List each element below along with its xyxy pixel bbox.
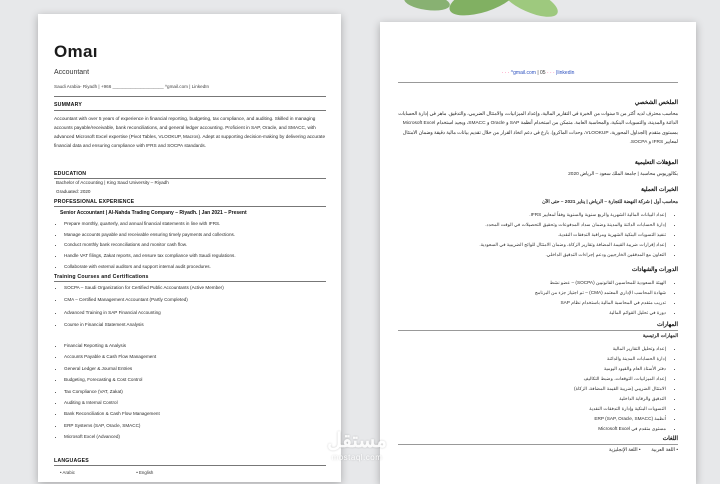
language-item: • Arabic xyxy=(60,470,75,475)
training-bullet-list xyxy=(52,282,334,332)
list-item: • Auditing & Internal Control xyxy=(64,397,334,408)
list-item: • إعداد وتحليل التقارير المالية xyxy=(380,344,666,354)
summary-heading: الملخص الشخصي xyxy=(634,100,678,106)
divider xyxy=(54,110,326,111)
list-item: • SOCPA – Saudi Organization for Certified Public Accountants (Active Member) xyxy=(64,282,334,294)
list-item: • دورة في تحليل القوائم المالية xyxy=(380,308,666,318)
list-item: • إعداد الميزانيات، التوقعات، وضبط التكاليف xyxy=(380,374,666,384)
list-item: • إدارة الحسابات الدائنة والمدينة وضمان سداد المدفوعات وتحقيق التحصيلات في الوقت المحدد. xyxy=(380,220,666,230)
list-item: • الامتثال الضريبي (ضريبة القيمة المضافة، الزكاة) xyxy=(380,384,666,394)
divider xyxy=(54,206,326,207)
list-item: • التسويات البنكية وإدارة التدفقات النقدية xyxy=(380,404,666,414)
plant-leaf xyxy=(498,0,562,23)
list-item: • التعاون مع المدققين الخارجيين ودعم إجراءات التدقيق الداخلي. xyxy=(380,250,666,260)
education-heading: المؤهلات التعليمية xyxy=(634,160,678,166)
job-bullet-list xyxy=(52,219,334,272)
arabic-resume-page xyxy=(380,22,696,484)
skills-bullet-list xyxy=(380,344,678,434)
list-item: • التدقيق والرقابة الداخلية xyxy=(380,394,666,404)
list-item: • Tax Compliance (VAT, Zakat) xyxy=(64,386,334,397)
education-degree: بكالوريوس محاسبة | جامعة الملك سعود – الرياض 2020 xyxy=(568,172,678,177)
list-item: • الهيئة السعودية للمحاسبين القانونيين (SOCPA) – عضو نشط xyxy=(380,278,666,288)
list-item: • Financial Reporting & Analysis xyxy=(64,340,334,351)
list-item: • Microsoft Excel (Advanced) xyxy=(64,431,334,442)
divider xyxy=(54,96,326,97)
skills-bullet-list xyxy=(52,340,334,443)
language-item: • اللغة الإنجليزية xyxy=(608,448,641,453)
list-item: • شهادة المحاسب الإداري المعتمد (CMA) – تم اجتياز جزء من البرنامج xyxy=(380,288,666,298)
resume-contact-line: Saudi Arabia- Riyadh | +966 ____________________ ^gmail.com | LinkedIn xyxy=(54,84,210,89)
divider xyxy=(54,465,326,466)
plant-leaf xyxy=(403,0,451,13)
contact-linkedin: |linkedin xyxy=(556,70,575,76)
training-heading: الدورات والشهادات xyxy=(631,267,678,273)
education-degree: Bachelor of Accounting | King Saud University – Riyadh xyxy=(56,180,169,185)
list-item: • Budgeting, Forecasting & Cost Control xyxy=(64,374,334,385)
resume-contact-line: · · · ^gmail.com | 05 · · · |linkedin xyxy=(501,70,575,76)
job-title: Senior Accountant | Al-Nahda Trading Company – Riyadh. | Jan 2021 – Present xyxy=(60,210,247,216)
languages-heading: LANGUAGES xyxy=(54,458,89,464)
language-item: • English xyxy=(136,470,154,475)
language-item: • اللغة العربية xyxy=(651,448,678,453)
list-item: • CMA – Certified Management Accountant (Partly Completed) xyxy=(64,294,334,306)
list-item: • إعداد إقرارات ضريبة القيمة المضافة وتقارير الزكاة، وضمان الامتثال للوائح الضريبية في السعودية. xyxy=(380,240,666,250)
summary-heading: SUMMARY xyxy=(54,102,83,108)
skills-subheading: المهارات الرئيسية xyxy=(642,334,678,339)
summary-text: Accountant with over 5 years of experience in financial reporting, budgeting, tax compliance, and auditing. Skilled in managing accounts payable/receivable, bank reconciliations, and general ledger accounting. Proficient in SAP, Oracle, and SMACC, with advanced Microsoft Excel expertise (Pivot Tables, VLOOKUP, Macros). Adept at supporting decision-making by delivering accurate financial data and ensuring compliance with IFRS and SOCPA standards. xyxy=(54,116,326,148)
list-item: • تدريب متقدم في المحاسبة المالية باستخدام نظام SAP xyxy=(380,298,666,308)
list-item: • Accounts Payable & Cash Flow Management xyxy=(64,351,334,362)
plant-leaf xyxy=(446,0,521,22)
list-item: • Handle VAT filings, Zakat reports, and ensure tax compliance with Saudi regulations. xyxy=(64,251,334,262)
list-item: • Bank Reconciliation & Cash Flow Management xyxy=(64,408,334,419)
experience-heading: الخبرات العملية xyxy=(640,187,678,193)
resume-job-title: Accountant xyxy=(54,69,90,76)
list-item: • دفتر الأستاذ العام والقيود اليومية xyxy=(380,364,666,374)
job-title: محاسب أول | شركة النهضة للتجارة – الرياض | يناير 2021 – حتى الآن xyxy=(542,200,678,205)
divider xyxy=(398,82,678,83)
training-heading: Training Courses and Certifications xyxy=(54,274,149,280)
skills-heading: المهارات xyxy=(656,322,678,328)
divider xyxy=(398,330,678,331)
list-item: • أنظمة ERP (SAP, Oracle, SMACC) xyxy=(380,414,666,424)
list-item: • Conduct monthly bank reconciliations and monitor cash flow. xyxy=(64,240,334,251)
training-bullet-list xyxy=(380,278,678,318)
contact-email: ^gmail.com xyxy=(510,70,536,76)
list-item: • تنفيذ التسويات البنكية الشهرية ومراقبة التدفقات النقدية. xyxy=(380,230,666,240)
list-item: • Collaborate with external auditors and support internal audit procedures. xyxy=(64,262,334,273)
list-item: • Course in Financial Statement Analysis xyxy=(64,319,334,331)
mostaql-watermark: مستقل mostaql.com xyxy=(327,430,387,462)
experience-heading: PROFESSIONAL EXPERIENCE xyxy=(54,199,135,205)
list-item: • General Ledger & Journal Entries xyxy=(64,363,334,374)
education-heading: EDUCATION xyxy=(54,171,87,177)
list-item: • مستوى متقدم في Microsoft Excel xyxy=(380,424,666,434)
list-item: • ERP Systems (SAP, Oracle, SMACC) xyxy=(64,420,334,431)
english-resume-page xyxy=(38,14,341,482)
contact-phone: | 05 xyxy=(537,70,546,76)
languages-list xyxy=(478,448,678,453)
list-item: • إعداد البيانات المالية الشهرية والربع سنوية والسنوية وفقاً لمعايير IFRS. xyxy=(380,210,666,220)
list-item: • Advanced Training in SAP Financial Accounting xyxy=(64,307,334,319)
list-item: • Manage accounts payable and receivable ensuring timely payments and collections. xyxy=(64,230,334,241)
summary-text: محاسب محترف لديه أكثر من 5 سنوات من الخبرة في التقارير المالية، وإعداد الميزانيات، والامتثال الضريبي، والتدقيق. ماهر في إدارة الحسابات الدائنة والمدينة، والتسويات البنكية، والمحاسبة العامة. متمكن من استخدام أنظمة SAP و Oracle و SMACC، ويجيد استخدام Microsoft Excel بمستوى متقدم (الجداول المحورية، VLOOKUP، وحدات الماكرو). بارع في دعم اتخاذ القرار من خلال تقديم بيانات مالية دقيقة وضمان الامتثال لمعايير IFRS و SOCPA. xyxy=(398,112,678,145)
resume-name: Omaı xyxy=(54,42,98,61)
education-graduated: Graduated: 2020 xyxy=(56,189,91,194)
languages-heading: اللغات xyxy=(662,436,678,442)
list-item: • إدارة الحسابات المدينة والدائنة xyxy=(380,354,666,364)
job-bullet-list xyxy=(380,210,678,260)
divider xyxy=(398,444,678,445)
list-item: • Prepare monthly, quarterly, and annual financial statements in line with IFRS. xyxy=(64,219,334,230)
divider xyxy=(54,178,326,179)
languages-list xyxy=(60,470,213,475)
